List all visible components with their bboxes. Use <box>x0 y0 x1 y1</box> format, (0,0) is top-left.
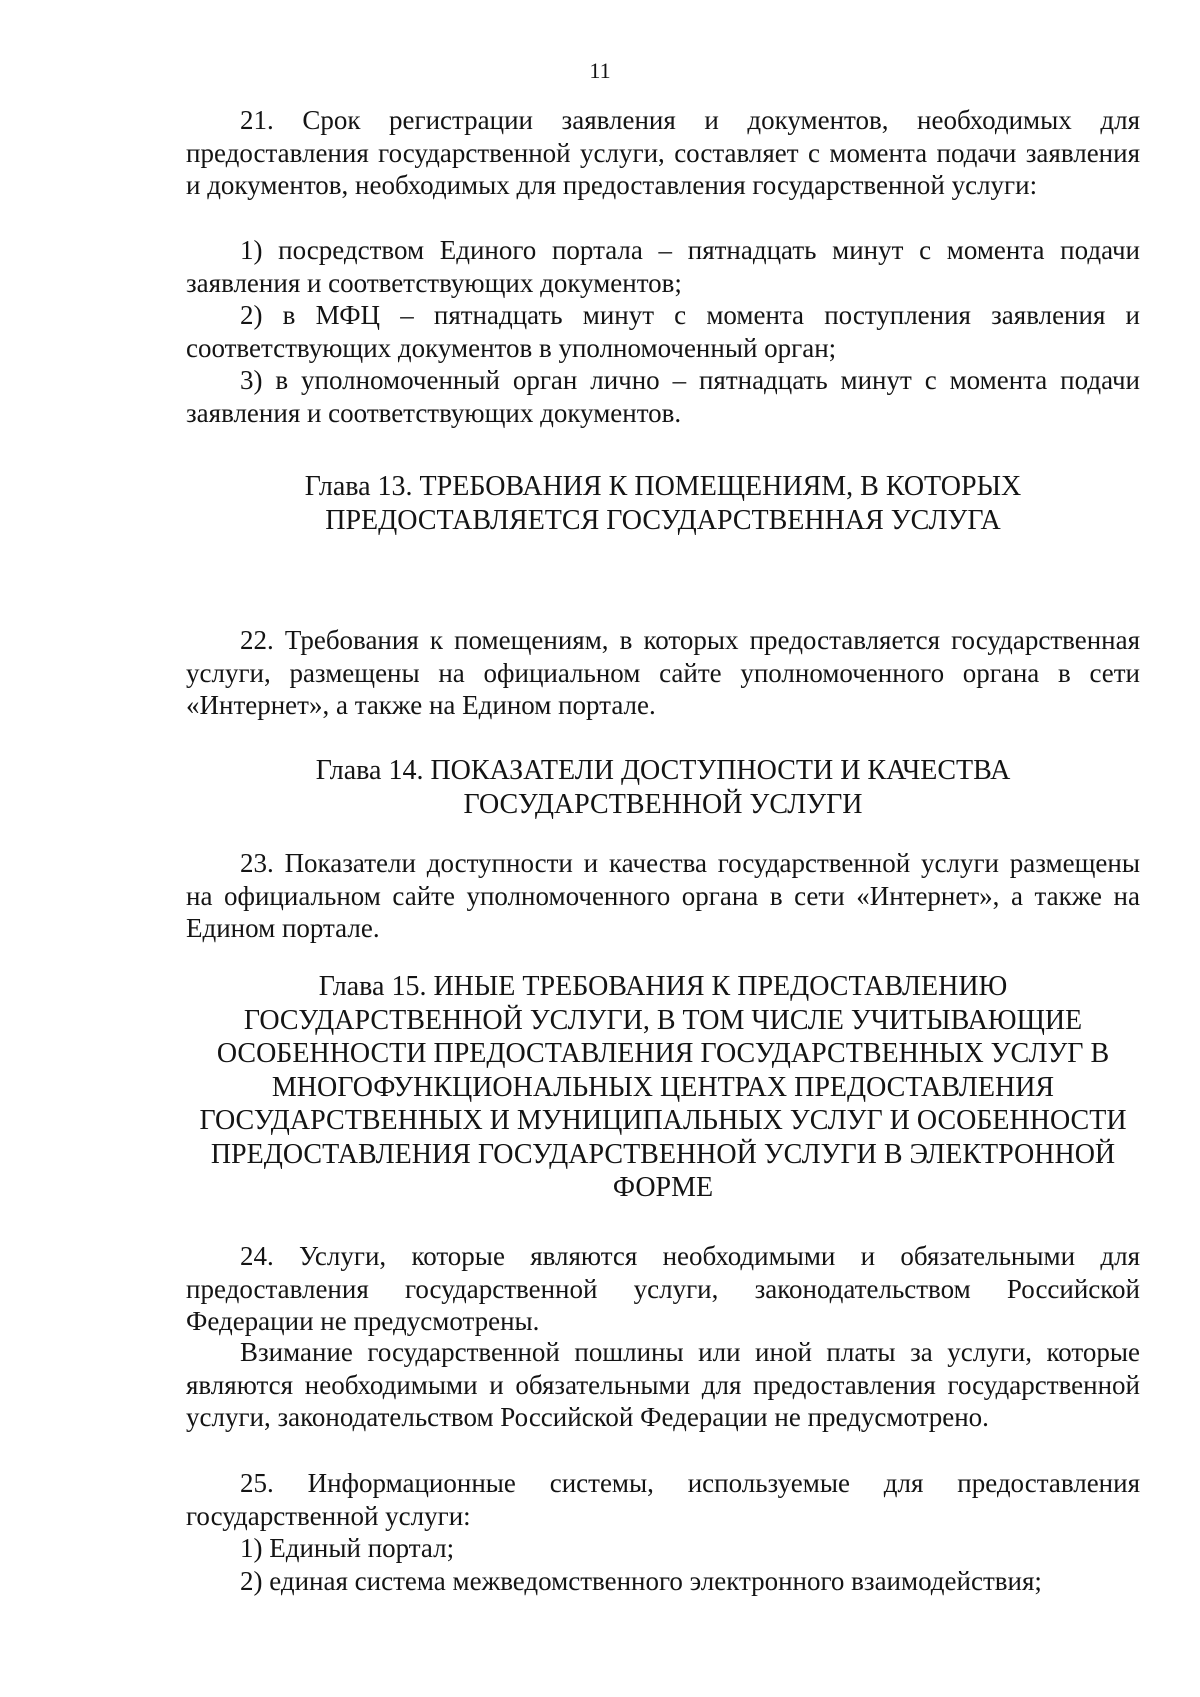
chapter-14-heading <box>150 754 1176 821</box>
paragraph-21: 21. Срок регистрации заявления и документов, необходимых для предоставления государственной услуги, составляет с момента подачи заявления и документов, необходимых для предоставления государственной услуги: <box>186 105 1140 200</box>
paragraph-21-item-2: 2) в МФЦ – пятнадцать минут с момента поступления заявления и соответствующих документов в уполномоченный орган; <box>186 300 1140 363</box>
heading-line: МНОГОФУНКЦИОНАЛЬНЫХ ЦЕНТРАХ ПРЕДОСТАВЛЕНИЯ <box>271 1071 1055 1103</box>
heading-line: Глава 15. ИНЫЕ ТРЕБОВАНИЯ К ПРЕДОСТАВЛЕНИЮ <box>318 971 1008 1002</box>
heading-line: Глава 14. ПОКАЗАТЕЛИ ДОСТУПНОСТИ И КАЧЕСТВА <box>315 755 1011 786</box>
heading-line: ФОРМЕ <box>612 1172 714 1203</box>
page-number: 11 <box>589 58 611 83</box>
heading-line: ГОСУДАРСТВЕННОЙ УСЛУГИ <box>463 788 863 820</box>
heading-line: ПРЕДОСТАВЛЕНИЯ ГОСУДАРСТВЕННОЙ УСЛУГИ В ЭЛЕКТРОННОЙ <box>210 1138 1116 1170</box>
paragraph-23: 23. Показатели доступности и качества государственной услуги размещены на официальном сайте уполномоченного органа в сети «Интернет», а также на Едином портале. <box>186 848 1140 943</box>
paragraph-25-item-1: 1) Единый портал; <box>240 1533 455 1563</box>
chapter-13-heading <box>150 470 1176 537</box>
chapter-15-heading <box>150 970 1176 1205</box>
heading-line: Глава 13. ТРЕБОВАНИЯ К ПОМЕЩЕНИЯМ, В КОТОРЫХ <box>304 471 1022 502</box>
paragraph-24: 24. Услуги, которые являются необходимыми и обязательными для предоставления государственной услуги, законодательством Российской Федерации не предусмотрены. <box>186 1241 1140 1336</box>
paragraph-21-item-3: 3) в уполномоченный орган лично – пятнадцать минут с момента подачи заявления и соответствующих документов. <box>186 365 1140 428</box>
paragraph-25-item-2: 2) единая система межведомственного электронного взаимодействия; <box>240 1566 1042 1596</box>
paragraph-21-item-1: 1) посредством Единого портала – пятнадцать минут с момента подачи заявления и соответствующих документов; <box>186 235 1140 298</box>
paragraph-24-fee: Взимание государственной пошлины или иной платы за услуги, которые являются необходимыми и обязательными для предоставления государственной услуги, законодательством Российской Федерации не предусмотрено. <box>186 1337 1140 1432</box>
heading-line: ГОСУДАРСТВЕННЫХ И МУНИЦИПАЛЬНЫХ УСЛУГ И ОСОБЕННОСТИ <box>199 1105 1127 1136</box>
heading-line: ОСОБЕННОСТИ ПРЕДОСТАВЛЕНИЯ ГОСУДАРСТВЕННЫХ УСЛУГ В <box>216 1038 1110 1069</box>
heading-line: ПРЕДОСТАВЛЯЕТСЯ ГОСУДАРСТВЕННАЯ УСЛУГА <box>325 504 1001 536</box>
heading-line: ГОСУДАРСТВЕННОЙ УСЛУГИ, В ТОМ ЧИСЛЕ УЧИТЫВАЮЩИЕ <box>243 1004 1083 1036</box>
paragraph-25: 25. Информационные системы, используемые для предоставления государственной услуги: <box>186 1468 1140 1531</box>
paragraph-22: 22. Требования к помещениям, в которых предоставляется государственная услуги, размещены на официальном сайте уполномоченного органа в сети «Интернет», а также на Едином портале. <box>186 625 1140 720</box>
